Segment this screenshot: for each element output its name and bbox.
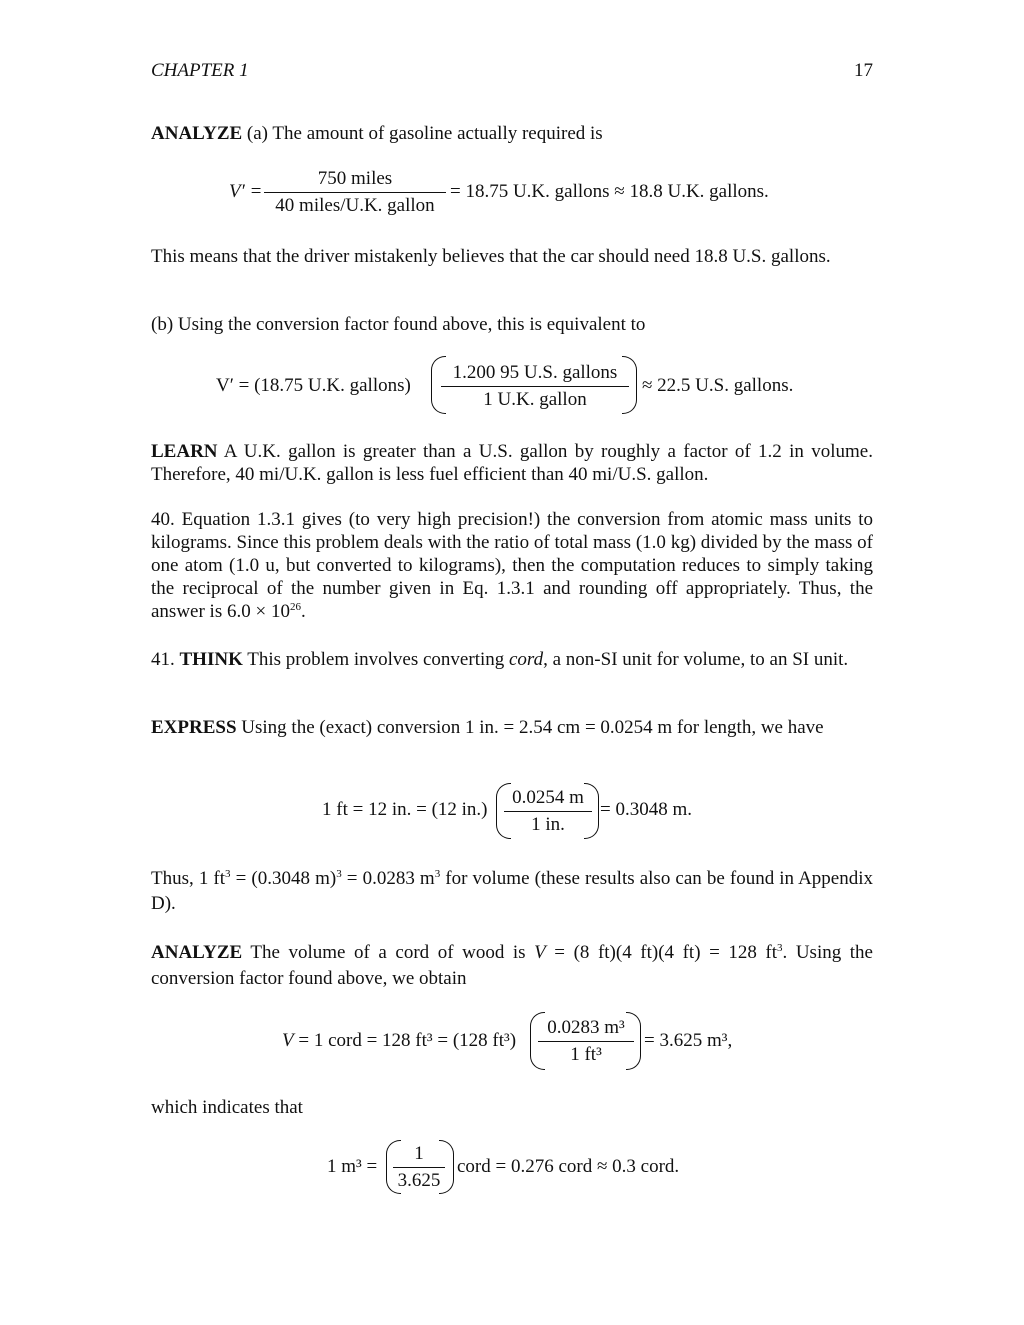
punctuation: .	[300, 601, 306, 622]
italic-term: cord	[509, 649, 544, 670]
equation-rhs: cord = 0.276 cord ≈ 0.3 cord.	[457, 1156, 680, 1177]
paragraph-analyze-a	[151, 122, 873, 145]
fraction	[264, 168, 446, 218]
paragraph-problem-40	[151, 508, 873, 623]
paragraph-express	[151, 716, 873, 739]
fraction	[504, 787, 592, 837]
fraction	[538, 1017, 634, 1067]
variable: V	[282, 1030, 294, 1051]
fraction-denominator: 1 U.K. gallon	[483, 389, 587, 410]
section-label: ANALYZE	[151, 942, 243, 963]
fraction	[441, 362, 629, 412]
fraction-numerator: 0.0283 m³	[547, 1017, 625, 1038]
fraction-bar	[393, 1167, 445, 1168]
section-label: ANALYZE	[151, 123, 243, 144]
paragraph-text: A U.K. gallon is greater than a U.S. gallon by roughly a factor of 1.2 in volume. Therefore, 40 mi/U.K. gallon is less fuel efficient than 40 mi/U.S. gallon.	[151, 441, 873, 485]
paragraph-learn	[151, 440, 873, 486]
equation-rhs: = 3.625 m³,	[644, 1030, 733, 1051]
fraction-denominator: 3.625	[397, 1170, 441, 1191]
paragraph-text: (a) The amount of gasoline actually required is	[242, 123, 603, 144]
equation-rhs: = 0.3048 m.	[600, 799, 692, 820]
right-paren	[439, 1140, 454, 1194]
paragraph-text: 40. Equation 1.3.1 gives (to very high precision!) the conversion from atomic mass units to kilograms. Since this problem deals with the ratio of total mass (1.0 kg) divided by the mass of one atom (1.0 u, but converted to kilograms), then the computation reduces to simply taking the reciprocal of the number given in Eq. 1.3.1 and rounding off appropriately. Thus, the answer is 6.0 × 10	[151, 509, 873, 622]
variable: V	[534, 942, 546, 963]
paragraph-problem-41	[151, 648, 873, 671]
paragraph-text: Using the (exact) conversion 1 in. = 2.54 cm = 0.0254 m for length, we have	[236, 717, 824, 738]
exponent: 26	[289, 601, 301, 613]
equation-rhs: = 18.75 U.K. gallons ≈ 18.8 U.K. gallons.	[450, 181, 769, 202]
fraction-bar	[504, 811, 592, 812]
fraction-denominator: 40 miles/U.K. gallon	[275, 195, 435, 216]
fraction-numerator: 0.0254 m	[512, 787, 584, 808]
paragraph-which: which indicates that	[151, 1097, 303, 1118]
paragraph-text: Thus, 1 ft	[151, 868, 226, 889]
paragraph-text: . Using the conversion factor found above, we obtain	[151, 942, 873, 989]
paragraph-text: for volume (these results also can be found in Appendix D).	[151, 868, 874, 914]
fraction-denominator: 1 ft³	[570, 1044, 602, 1065]
fraction-numerator: 1.200 95 U.S. gallons	[452, 362, 618, 383]
fraction-bar	[441, 386, 629, 387]
right-paren	[622, 356, 637, 414]
fraction-numerator: 1	[414, 1143, 424, 1164]
problem-number: 41.	[151, 649, 180, 670]
paragraph-text: = (0.3048 m)	[230, 868, 337, 889]
equation-lhs: 1 ft = 12 in. = (12 in.)	[322, 799, 488, 820]
equation-lhs	[282, 1030, 516, 1052]
fraction-denominator: 1 in.	[531, 814, 565, 835]
paragraph-b: (b) Using the conversion factor found above, this is equivalent to	[151, 314, 646, 335]
fraction-numerator: 750 miles	[317, 168, 393, 189]
section-label: LEARN	[151, 441, 218, 462]
fraction	[393, 1143, 445, 1193]
paragraph-text: This problem involves converting	[242, 649, 509, 670]
equation-lhs: 1 m³ =	[327, 1156, 378, 1177]
paragraph-text: , a non-SI unit for volume, to an SI unit.	[543, 649, 849, 670]
equation-lhs: V′ =	[229, 181, 263, 202]
paragraph-analyze-cord	[151, 940, 873, 992]
exponent: 3	[336, 868, 342, 880]
section-label: THINK	[179, 649, 243, 670]
exponent: 3	[777, 942, 783, 954]
paragraph-means: This means that the driver mistakenly believes that the car should need 18.8 U.S. gallons.	[151, 246, 831, 267]
paragraph-text: The volume of a cord of wood is	[242, 942, 535, 963]
paragraph-thus	[151, 866, 873, 916]
right-paren	[626, 1012, 641, 1070]
equation-rhs: ≈ 22.5 U.S. gallons.	[642, 375, 794, 396]
right-paren	[584, 783, 599, 839]
page-number: 17	[854, 60, 873, 81]
fraction-bar	[264, 192, 446, 193]
paragraph-text: = (8 ft)(4 ft)(4 ft) = 128 ft	[545, 942, 778, 963]
paragraph-text: = 0.0283 m	[341, 868, 435, 889]
chapter-header: CHAPTER 1	[151, 60, 249, 81]
section-label: EXPRESS	[151, 717, 237, 738]
equation-lhs: V′ = (18.75 U.K. gallons)	[216, 375, 411, 396]
exponent: 3	[434, 868, 441, 880]
equation-text: = 1 cord = 128 ft³ = (128 ft³)	[293, 1030, 517, 1051]
fraction-bar	[538, 1041, 634, 1042]
exponent: 3	[225, 868, 231, 880]
